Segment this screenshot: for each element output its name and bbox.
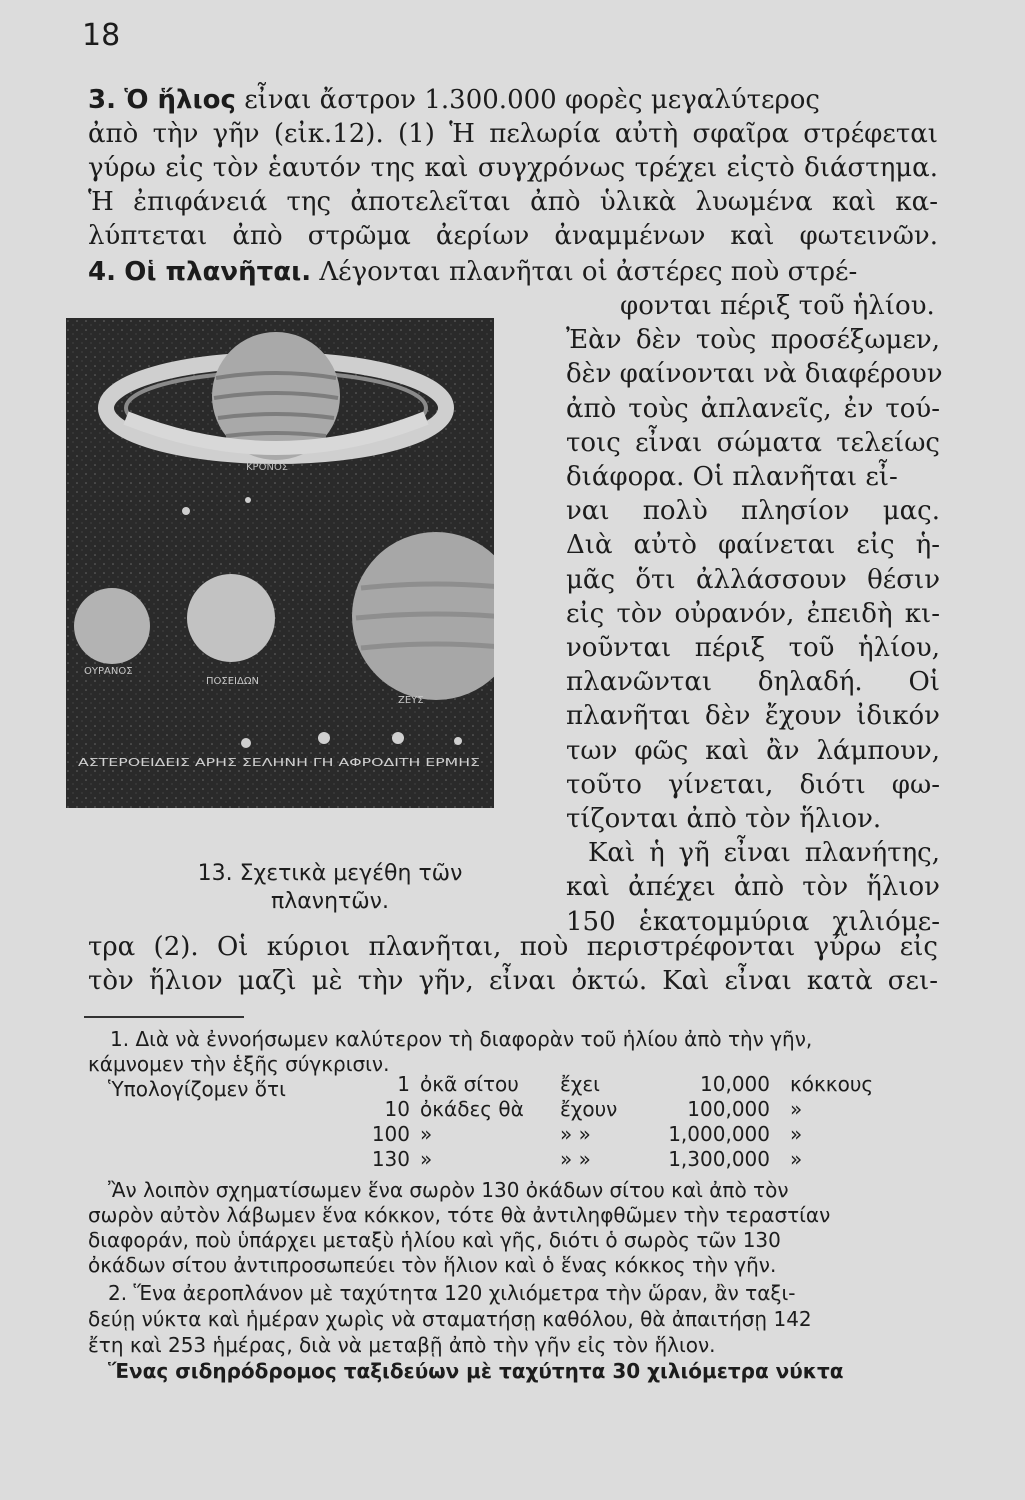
- right-column-line: καὶ ἀπέχει ἀπὸ τὸν ἥλιον: [566, 872, 940, 903]
- right-column-line: 150 ἑκατομμύρια χιλιόμε-: [566, 906, 940, 937]
- uranus-planet: [74, 588, 150, 664]
- table-cell: »: [420, 1122, 433, 1146]
- table-cell: 10,000: [700, 1072, 770, 1096]
- right-column-line: φονται πέριξ τοῦ ἡλίου.: [620, 291, 935, 321]
- section4-line1: [88, 255, 938, 289]
- right-column-line: ἀπὸ τοὺς ἀπλανεῖς, ἐν τού-: [566, 393, 940, 424]
- right-column-line: των φῶς καὶ ἂν λάμπουν,: [566, 735, 940, 766]
- table-cell: »: [790, 1122, 803, 1146]
- small-planet-dot: [454, 737, 462, 745]
- label-kronos: ΚΡΟΝΟΣ: [246, 462, 289, 473]
- right-column-line: πλανῶνται δηλαδή. Οἱ: [566, 667, 940, 698]
- footnote-divider: [84, 1016, 244, 1018]
- section4-full-line: τὸν ἥλιον μαζὶ μὲ τὴν γῆν, εἶναι ὀκτώ. Καὶ εἶναι κατὰ σει-: [88, 966, 938, 996]
- table-cell: » »: [560, 1122, 591, 1146]
- small-planet-dot: [241, 738, 251, 748]
- right-column-line: δὲν φαίνονται νὰ διαφέρουν: [566, 359, 943, 390]
- label-zeus: ΖΕΥΣ: [398, 695, 424, 706]
- table-cell: »: [420, 1147, 433, 1171]
- footnote-2-line: Ἕνας σιδηρόδρομος ταξιδεύων μὲ ταχύτητα 30 χιλιόμετρα νύκτα: [108, 1359, 844, 1383]
- right-column-line: ναι πολὺ πλησίον μας.: [566, 496, 940, 527]
- small-planet-dot: [182, 507, 190, 515]
- section3-line: Ἡ ἐπιφάνειά της ἀποτελεῖται ἀπὸ ὑλικὰ λυωμένα καὶ κα-: [88, 187, 938, 217]
- label-poseidon: ΠΟΣΕΙΔΩΝ: [206, 676, 259, 687]
- label-ouranos: ΟΥΡΑΝΟΣ: [84, 666, 133, 677]
- planets-illustration: [66, 318, 494, 808]
- figure-caption-line1: Σχετικὰ μεγέθη τῶν: [239, 861, 463, 886]
- table-cell: 1,000,000: [668, 1122, 770, 1146]
- right-column-line: Καὶ ἡ γῆ εἶναι πλανήτης,: [588, 838, 940, 869]
- footnote-2-line: 2. Ἕνα ἀεροπλάνον μὲ ταχύτητα 120 χιλιόμετρα τὴν ὥραν, ἂν ταξι-: [108, 1281, 796, 1305]
- footnote-text-line: σωρὸν αὐτὸν λάβωμεν ἕνα κόκκον, τότε θὰ ἀντιληφθῶμεν τὴν τεραστίαν: [88, 1203, 831, 1227]
- small-planet-dot: [318, 732, 330, 744]
- table-cell: » »: [560, 1147, 591, 1171]
- right-column-line: Διὰ αὐτὸ φαίνεται εἰς ἡ-: [566, 530, 940, 561]
- section4-full-line: τρα (2). Οἱ κύριοι πλανῆται, ποὺ περιστρέφονται γύρω εἰς: [88, 932, 938, 962]
- section4-number: 4.: [88, 257, 116, 287]
- page-number: 18: [82, 18, 121, 53]
- table-cell: 100,000: [687, 1097, 770, 1121]
- section3-line: γύρω εἰς τὸν ἑαυτόν της καὶ συγχρόνως τρέχει εἰςτὸ διάστημα.: [88, 153, 938, 183]
- footnote-calc-intro: Ὑπολογίζομεν ὅτι: [108, 1077, 286, 1101]
- table-cell: κόκκους: [790, 1072, 874, 1096]
- neptune-planet: [187, 574, 275, 662]
- section4-title: Οἱ πλανῆται.: [124, 257, 312, 287]
- label-bottom-row: ΑΣΤΕΡΟΕΙΔΕΙΣ ΑΡΗΣ ΣΕΛΗΝΗ ΓΗ ΑΦΡΟΔΙΤΗ ΕΡΜΗΣ: [78, 756, 481, 769]
- table-cell: 1,300,000: [668, 1147, 770, 1171]
- table-cell: 10: [384, 1097, 410, 1121]
- footnote-text-line: ὀκάδων σίτου ἀντιπροσωπεύει τὸν ἥλιον καὶ ὁ ἕνας κόκκος τὴν γῆν.: [88, 1253, 777, 1277]
- section3-line: λύπτεται ἀπὸ στρῶμα ἀερίων ἀναμμένων καὶ φωτεινῶν.: [88, 221, 938, 251]
- right-column-line: νοῦνται πέριξ τοῦ ἡλίου,: [566, 633, 940, 663]
- section4-text: Λέγονται πλανῆται οἱ ἀστέρες ποὺ στρέ-: [319, 257, 858, 287]
- table-cell: ἔχει: [560, 1072, 600, 1096]
- footnote-2-line: ἔτη καὶ 253 ἡμέρας, διὰ νὰ μεταβῇ ἀπὸ τὴν γῆν εἰς τὸν ἥλιον.: [88, 1333, 716, 1357]
- footnote-text-line: διαφοράν, ποὺ ὑπάρχει μεταξὺ ἡλίου καὶ γῆς, διότι ὁ σωρὸς τῶν 130: [88, 1228, 781, 1252]
- table-cell: ὀκάδες θὰ: [420, 1097, 524, 1121]
- footnote-1-line2: κάμνομεν τὴν ἑξῆς σύγκρισιν.: [88, 1052, 390, 1076]
- section3-title: Ὁ ἥλιος: [124, 85, 236, 115]
- right-column-line: διάφορα. Οἱ πλανῆται εἶ-: [566, 462, 898, 492]
- right-column-line: Ἐὰν δὲν τοὺς προσέξωμεν,: [566, 325, 940, 356]
- right-column-line: τίζονται ἀπὸ τὸν ἥλιον.: [566, 804, 882, 834]
- footnote-2-line: δεύῃ νύκτα καὶ ἡμέραν χωρὶς νὰ σταματήσῃ καθόλου, θὰ ἀπαιτήσῃ 142: [88, 1307, 812, 1331]
- small-planet-dot: [392, 732, 404, 744]
- table-cell: 100: [371, 1122, 410, 1146]
- small-planet-dot: [245, 497, 251, 503]
- table-cell: ἔχουν: [560, 1097, 618, 1121]
- footnote-1-line1: 1. Διὰ νὰ ἐννοήσωμεν καλύτερον τὴ διαφορὰν τοῦ ἡλίου ἀπὸ τὴν γῆν,: [110, 1027, 813, 1051]
- figure-number: 13.: [197, 861, 233, 886]
- table-cell: ὀκᾶ σίτου: [420, 1072, 519, 1096]
- table-cell: 1: [397, 1072, 410, 1096]
- table-cell: 130: [371, 1147, 410, 1171]
- figure-caption-line2: πλανητῶν.: [271, 889, 389, 914]
- section3-text: εἶναι ἄστρον 1.300.000 φορὲς μεγαλύτερος: [244, 85, 820, 115]
- table-cell: »: [790, 1097, 803, 1121]
- table-cell: »: [790, 1147, 803, 1171]
- right-column-line: εἰς τὸν οὐρανόν, ἐπειδὴ κι-: [566, 598, 940, 629]
- figure-caption: [150, 860, 510, 916]
- planets-figure: [66, 318, 494, 808]
- right-column-line: τοις εἶναι σώματα τελείως: [566, 427, 940, 458]
- section3-line: ἀπὸ τὴν γῆν (εἰκ.12). (1) Ἡ πελωρία αὐτὴ σφαῖρα στρέφεται: [88, 119, 938, 149]
- right-column-line: τοῦτο γίνεται, διότι φω-: [566, 769, 940, 800]
- right-column-line: μᾶς ὅτι ἀλλάσσουν θέσιν: [566, 564, 940, 595]
- right-column-line: πλανῆται δὲν ἔχουν ἰδικόν: [566, 701, 940, 732]
- footnote-text-line: Ἂν λοιπὸν σχηματίσωμεν ἕνα σωρὸν 130 ὀκάδων σίτου καὶ ἀπὸ τὸν: [108, 1178, 789, 1202]
- section3-line1: [88, 83, 938, 117]
- section3-number: 3.: [88, 85, 116, 115]
